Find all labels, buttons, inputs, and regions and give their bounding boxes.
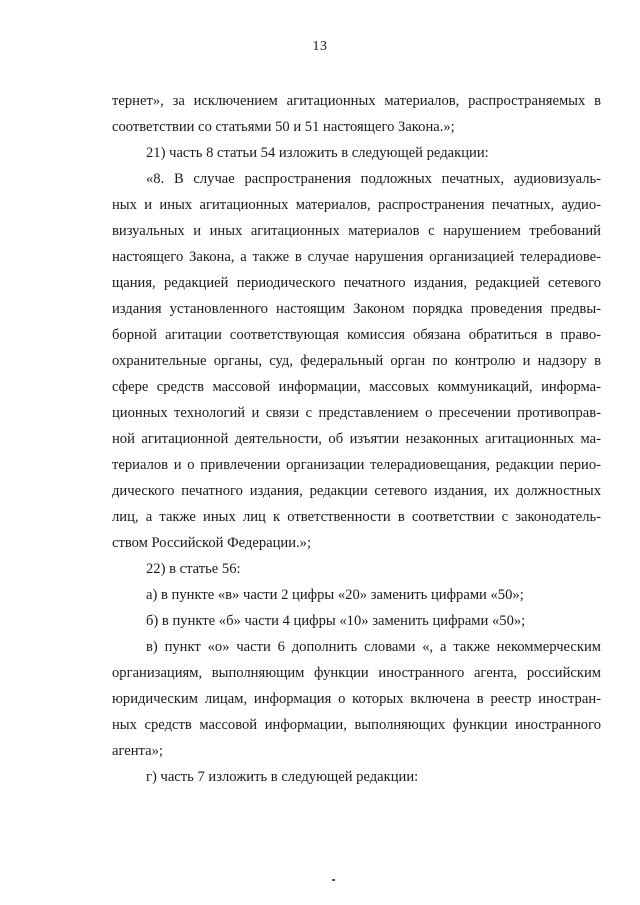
text-line: ством Российской Федерации.»; (112, 535, 312, 551)
text-line: юридическим лицам, информация о которых включена в реестр иностран- (112, 691, 601, 707)
text-line: б) в пункте «б» части 4 цифры «10» заменить цифрами «50»; (146, 613, 526, 629)
text-line: охранительные органы, суд, федеральный орган по контролю и надзору в (112, 353, 601, 369)
text-line: 22) в статье 56: (146, 561, 241, 577)
text-line: настоящего Закона, а также в случае нарушения организацией телерадиове- (112, 249, 601, 265)
text-line: соответствии со статьями 50 и 51 настоящего Закона.»; (112, 119, 455, 135)
text-line: «8. В случае распространения подложных печатных, аудиовизуаль- (146, 171, 601, 187)
text-line: ционных технологий и связи с представлением о пресечении противоправ- (112, 405, 601, 421)
text-line: а) в пункте «в» части 2 цифры «20» заменить цифрами «50»; (146, 587, 524, 603)
text-line: тернет», за исключением агитационных материалов, распространяемых в (112, 93, 601, 109)
text-line: в) пункт «о» части 6 дополнить словами «, а также некоммерческим (146, 639, 601, 655)
text-line: дического печатного издания, редакции сетевого издания, их должностных (112, 483, 601, 499)
text-line: щания, редакцией периодического печатного издания, редакцией сетевого (112, 275, 601, 291)
text-line: лиц, а также иных лиц к ответственности в соответствии с законодатель- (112, 509, 601, 525)
text-line: териалов и о привлечении организации телерадиовещания, редакции перио- (112, 457, 601, 473)
text-line: ной агитационной деятельности, об изъятии незаконных агитационных ма- (112, 431, 601, 447)
page-number: 13 (312, 39, 328, 54)
text-line: ных средств массовой информации, выполняющих функции иностранного (112, 717, 601, 733)
text-line: 21) часть 8 статьи 54 изложить в следующей редакции: (146, 145, 489, 161)
text-line: г) часть 7 изложить в следующей редакции: (146, 769, 419, 785)
text-line: ных и иных агитационных материалов, распространения печатных, аудио- (112, 197, 601, 213)
text-line: агента»; (112, 743, 163, 759)
text-line: организациям, выполняющим функции иностранного агента, российским (112, 665, 601, 681)
scan-speck (332, 879, 335, 881)
text-line: сфере средств массовой информации, массовых коммуникаций, информа- (112, 379, 601, 395)
text-line: издания установленного настоящим Законом порядка проведения предвы- (112, 301, 601, 317)
text-line: визуальных и иных агитационных материалов с нарушением требований (112, 223, 601, 239)
text-line: борной агитации соответствующая комиссия обязана обратиться в право- (112, 327, 601, 343)
